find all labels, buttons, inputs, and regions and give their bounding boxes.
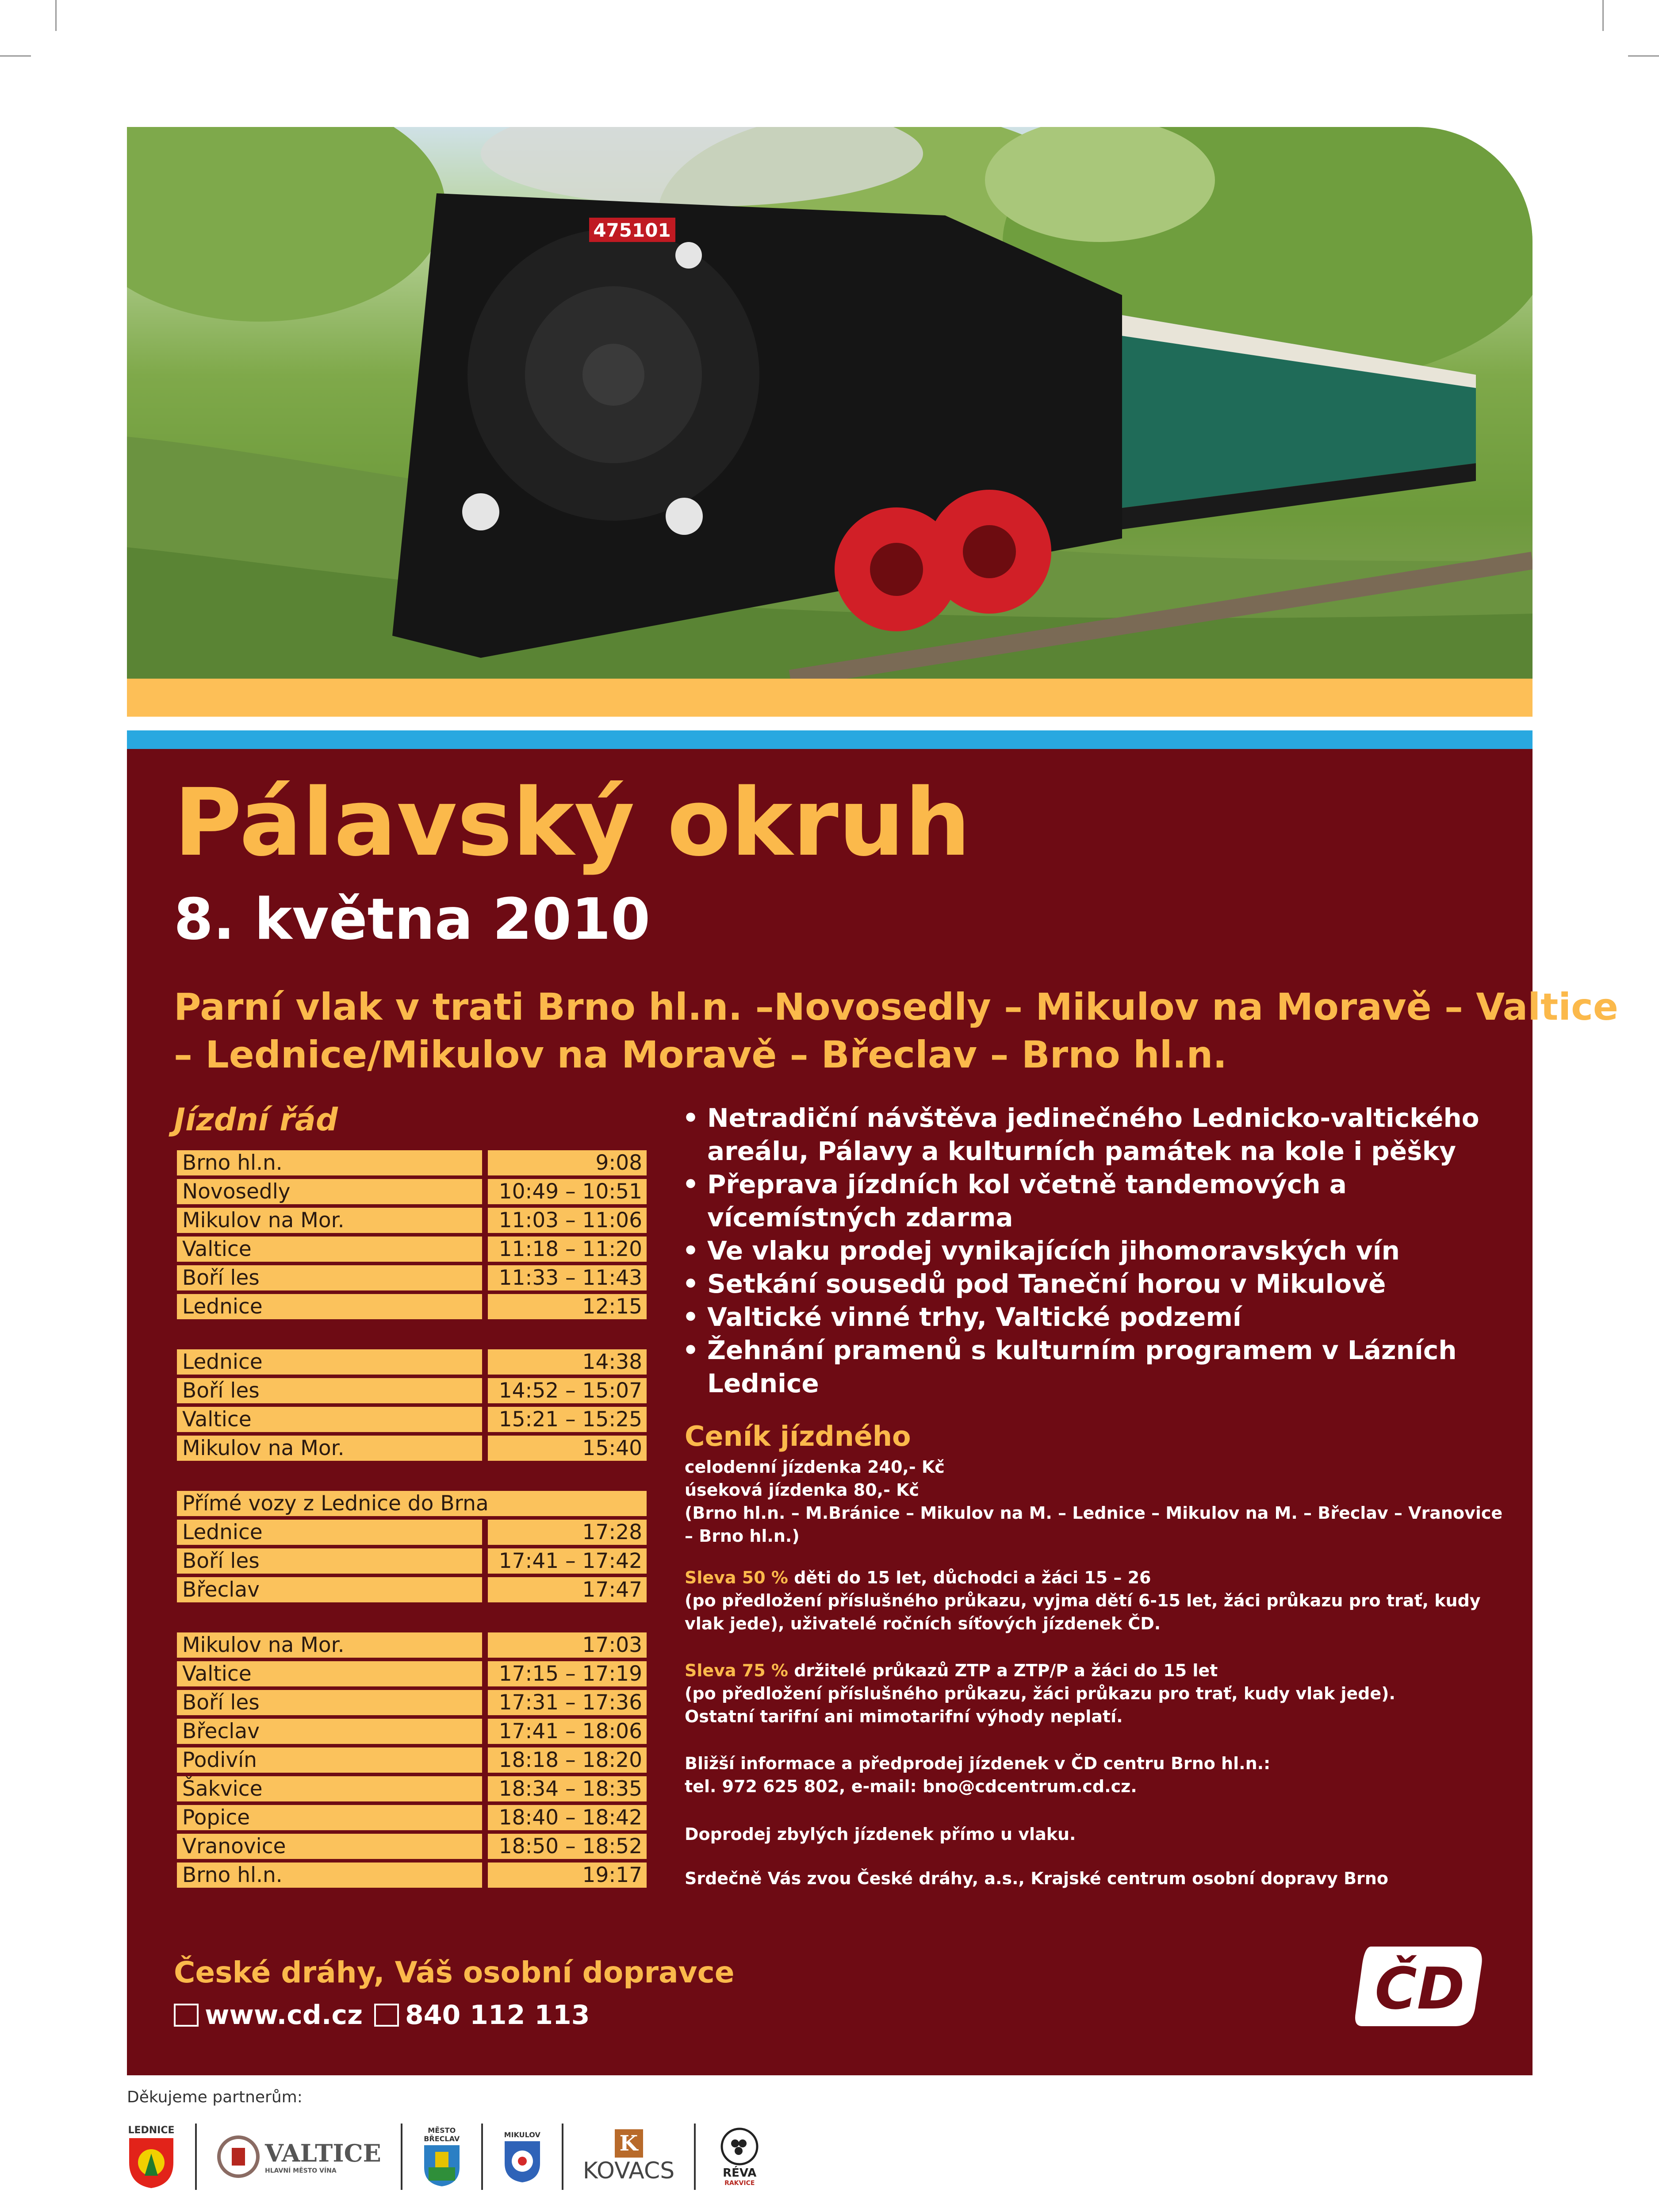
discount-75-note-2: Ostatní tarifní ani mimotarifní výhody neplatí. — [685, 1707, 1123, 1726]
station-time: 14:52 – 15:07 — [498, 1379, 642, 1403]
station-time: 11:33 – 11:43 — [498, 1266, 642, 1290]
station-name: Lednice — [182, 1520, 263, 1544]
yellow-band — [127, 679, 1533, 717]
highlights-list — [682, 1102, 1514, 1400]
grape-emblem-icon — [715, 2127, 764, 2166]
discount-75-block — [685, 1659, 1516, 1728]
locomotive-number-plate: 475101 — [593, 219, 671, 241]
discount-75-note: (po předložení příslušného průkazu, žáci průkazu pro trať, kudy vlak jede). — [685, 1684, 1395, 1703]
station-time: 17:41 – 18:06 — [498, 1719, 642, 1743]
partner-name: MĚSTO BŘECLAV — [424, 2126, 460, 2143]
event-date: 8. května 2010 — [174, 887, 651, 952]
station-time: 15:21 – 15:25 — [498, 1407, 642, 1432]
station-time: 11:18 – 11:20 — [498, 1237, 642, 1261]
partner-name: MIKULOV — [504, 2130, 540, 2139]
partner-name: LEDNICE — [128, 2124, 175, 2136]
blue-band — [127, 730, 1533, 749]
station-time: 17:15 – 17:19 — [498, 1662, 642, 1686]
route-line-1: Parní vlak v trati Brno hl.n. –Novosedly – Mikulov na Moravě – Valtice — [174, 985, 1618, 1029]
station-time: 12:15 — [582, 1294, 642, 1319]
table-row — [177, 1237, 647, 1262]
partner-name: RÉVA — [723, 2166, 757, 2180]
table-row — [177, 1349, 647, 1375]
kovacs-mark-letter: K — [619, 2131, 638, 2156]
divider — [481, 2124, 483, 2190]
station-time: 18:18 – 18:20 — [498, 1748, 642, 1772]
table-row — [177, 1776, 647, 1801]
list-item: • Žehnání pramenů s kulturním programem v Lázních Lednice — [682, 1334, 1514, 1400]
station-time: 19:17 — [582, 1863, 642, 1887]
direct-cars-header: Přímé vozy z Lednice do Brna — [182, 1491, 489, 1516]
table-header-row — [177, 1491, 647, 1516]
station-name: Valtice — [182, 1662, 252, 1686]
station-time: 17:31 – 17:36 — [498, 1690, 642, 1715]
station-time: 10:49 – 10:51 — [498, 1179, 642, 1204]
divider — [562, 2124, 563, 2190]
station-name: Podivín — [182, 1748, 257, 1772]
station-name: Boří les — [182, 1379, 260, 1403]
station-name: Boří les — [182, 1549, 260, 1573]
route-line-2: – Lednice/Mikulov na Moravě – Břeclav – Brno hl.n. — [174, 1033, 1227, 1076]
discount-75-text: držitelé průkazů ZTP a ZTP/P a žáci do 15 let — [788, 1661, 1218, 1680]
partner-lednice-logo — [127, 2125, 176, 2189]
contact-info-block — [685, 1752, 1516, 1798]
kovacs-mark-icon — [615, 2129, 643, 2158]
table-row — [177, 1632, 647, 1658]
coat-of-arms-icon — [127, 2136, 176, 2189]
station-time: 17:47 — [582, 1578, 642, 1602]
divider — [195, 2124, 197, 2190]
list-item: • Netradiční návštěva jedinečného Lednicko-valtického areálu, Pálavy a kulturních památek na kole i pěšky — [682, 1102, 1514, 1168]
phone-icon — [374, 2004, 399, 2027]
coat-of-arms-icon — [502, 2139, 542, 2183]
list-item: • Setkání sousedů pod Taneční horou v Mikulově — [682, 1267, 1514, 1301]
list-item: • Valtické vinné trhy, Valtické podzemí — [682, 1301, 1514, 1334]
station-time: 17:28 — [582, 1520, 642, 1544]
partner-name: VALTICE — [265, 2139, 381, 2167]
pricing-block — [685, 1455, 1516, 1548]
station-name: Brno hl.n. — [182, 1863, 283, 1887]
table-row — [177, 1747, 647, 1773]
timetable-group-4 — [177, 1632, 647, 1891]
partner-valtice-logo — [216, 2135, 381, 2179]
station-name: Brno hl.n. — [182, 1151, 283, 1175]
table-row — [177, 1520, 647, 1545]
discount-50-label: Sleva 50 % — [685, 1568, 788, 1587]
table-row — [177, 1407, 647, 1432]
table-row — [177, 1150, 647, 1175]
table-row — [177, 1719, 647, 1744]
station-name: Valtice — [182, 1237, 252, 1261]
list-item: • Přeprava jízdních kol včetně tandemových a vícemístných zdarma — [682, 1168, 1514, 1234]
station-name: Šakvice — [182, 1777, 263, 1801]
table-row — [177, 1661, 647, 1686]
partner-name: KOVACS — [582, 2158, 675, 2184]
table-row — [177, 1179, 647, 1204]
station-time: 9:08 — [595, 1151, 642, 1175]
timetable-group-2 — [177, 1349, 647, 1464]
carrier-slogan: České dráhy, Váš osobní dopravce — [174, 1955, 735, 1989]
table-row — [177, 1834, 647, 1859]
table-row — [177, 1208, 647, 1233]
info-onboard-sale: Doprodej zbylých jízdenek přímo u vlaku. — [685, 1824, 1076, 1844]
partner-subtitle: HLAVNÍ MĚSTO VÍNA — [265, 2167, 337, 2174]
station-time: 14:38 — [582, 1350, 642, 1374]
coat-of-arms-icon — [422, 2143, 462, 2187]
discount-75-label: Sleva 75 % — [685, 1661, 788, 1680]
station-name: Novosedly — [182, 1179, 291, 1204]
station-time: 17:03 — [582, 1633, 642, 1657]
table-row — [177, 1378, 647, 1403]
station-time: 18:34 – 18:35 — [498, 1777, 642, 1801]
divider — [401, 2124, 402, 2190]
station-name: Mikulov na Mor. — [182, 1633, 345, 1657]
partner-logos — [127, 2119, 764, 2194]
partner-subtitle: RAKVICE — [724, 2180, 755, 2187]
station-time: 17:41 – 17:42 — [498, 1549, 642, 1573]
station-time: 18:50 – 18:52 — [498, 1834, 642, 1859]
table-row — [177, 1863, 647, 1888]
crop-mark — [55, 0, 57, 31]
crop-mark — [1628, 55, 1659, 57]
page-title: Pálavský okruh — [174, 768, 971, 877]
station-name: Boří les — [182, 1690, 260, 1715]
station-name: Valtice — [182, 1407, 252, 1432]
station-name: Břeclav — [182, 1719, 260, 1743]
table-row — [177, 1690, 647, 1715]
station-name: Mikulov na Mor. — [182, 1436, 345, 1460]
timetable-group-1 — [177, 1150, 647, 1323]
table-row — [177, 1436, 647, 1461]
table-row — [177, 1548, 647, 1574]
discount-50-text: děti do 15 let, důchodci a žáci 15 – 26 — [788, 1568, 1151, 1587]
table-row — [177, 1294, 647, 1319]
valtice-emblem-icon — [216, 2135, 261, 2179]
footer-contact — [174, 2000, 590, 2031]
timetable-title: Jízdní řád — [174, 1102, 338, 1138]
price-route-note: (Brno hl.n. – M.Bránice – Mikulov na M. – Lednice – Mikulov na M. – Břeclav – Vranovice – Brno hl.n.) — [685, 1503, 1503, 1546]
station-name: Lednice — [182, 1294, 263, 1319]
station-name: Popice — [182, 1805, 250, 1830]
price-section: úseková jízdenka 80,- Kč — [685, 1480, 920, 1500]
divider — [694, 2124, 696, 2190]
price-full-day: celodenní jízdenka 240,- Kč — [685, 1457, 945, 1477]
website-link[interactable]: www.cd.cz — [205, 2000, 363, 2031]
station-name: Mikulov na Mor. — [182, 1208, 345, 1233]
route-description — [174, 983, 1618, 1079]
discount-50-block — [685, 1566, 1516, 1635]
station-time: 15:40 — [582, 1436, 642, 1460]
info-presale: Bližší informace a předprodej jízdenek v ČD centru Brno hl.n.: — [685, 1754, 1271, 1773]
station-name: Boří les — [182, 1266, 260, 1290]
crop-mark — [1602, 0, 1604, 31]
info-contact: tel. 972 625 802, e-mail: bno@cdcentrum.cd.cz. — [685, 1777, 1137, 1796]
station-name: Břeclav — [182, 1578, 260, 1602]
station-name: Lednice — [182, 1350, 263, 1374]
station-time: 11:03 – 11:06 — [498, 1208, 642, 1233]
partner-kovacs-logo — [583, 2129, 675, 2184]
cd-logo — [1353, 1942, 1486, 2031]
info-invitation: Srdečně Vás zvou České dráhy, a.s., Krajské centrum osobní dopravy Brno — [685, 1869, 1388, 1888]
partners-label: Děkujeme partnerům: — [127, 2088, 303, 2106]
phone-number: 840 112 113 — [405, 2000, 590, 2031]
cd-logo-text: ČD — [1375, 1955, 1465, 2022]
station-name: Vranovice — [182, 1834, 286, 1859]
partner-mikulov-logo — [502, 2131, 542, 2183]
station-time: 18:40 – 18:42 — [498, 1805, 642, 1830]
list-item: • Ve vlaku prodej vynikajících jihomoravských vín — [682, 1234, 1514, 1267]
monitor-icon — [174, 2004, 199, 2027]
table-row — [177, 1577, 647, 1602]
timetable-group-3 — [177, 1491, 647, 1606]
pricing-title: Ceník jízdného — [685, 1420, 911, 1452]
hero-photo-steam-train — [127, 127, 1533, 679]
crop-mark — [0, 55, 31, 57]
partner-reva-logo — [715, 2127, 764, 2187]
table-row — [177, 1805, 647, 1830]
table-row — [177, 1265, 647, 1290]
partner-breclav-logo — [422, 2126, 462, 2187]
discount-50-note: (po předložení příslušného průkazu, vyjma dětí 6-15 let, žáci průkazu pro trať, kudy vlak jede), uživatelé ročních síťových jízdenek ČD. — [685, 1591, 1481, 1633]
